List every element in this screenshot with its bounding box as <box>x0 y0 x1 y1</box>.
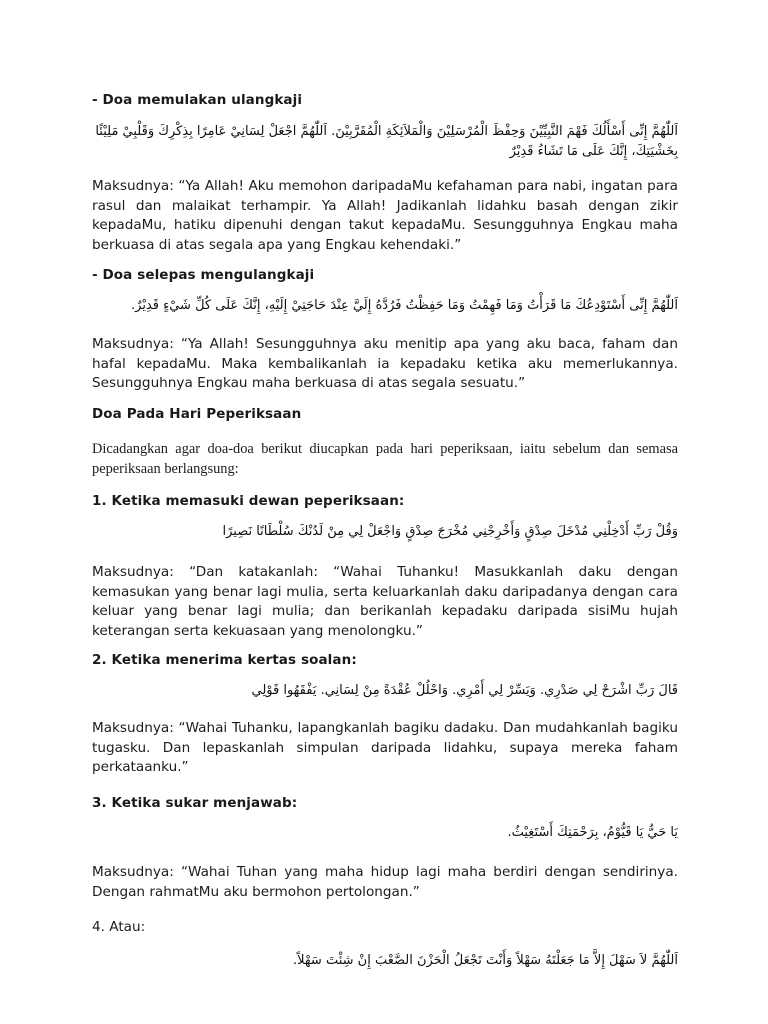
arabic-prayer-atau: اَللّٰهُمَّ لاَ سَهْلَ إِلاَّ مَا جَعَلْتَهُ سَهْلاً وَأَنْتَ تَجْعَلُ الْحَزْنَ الصَّعْبَ إِنْ شِئْتَ سَهْلاً. <box>293 953 678 968</box>
arabic-prayer-memulakan: اَللّٰهُمَّ إِنِّى أَسْأَلُكَ فَهْمَ النَّبِيِّيْنَ وَحِفْظَ الْمُرْسَلِيْنَ وَالْمَلاَئِكَةِ الْمُقَرَّبِيْنَ. اَللّٰهُمَّ اجْعَلْ لِسَانِيْ عَامِرًا بِذِكْرِكَ وَقَلْبِيْ مَلِيْئًا بِخَشْيَتِكَ، إِنَّكَ عَلَى مَا تَشَاءُ قَدِيْرٌ <box>95 124 678 159</box>
item-heading-sukar-menjawab: 3. Ketika sukar menjawab: <box>92 795 298 811</box>
translation-memulakan: Maksudnya: “Ya Allah! Aku memohon daripadaMu kefahaman para nabi, ingatan para rasul dan malaikat terhampir. Ya Allah! Jadikanlah lidahku basah dengan zikir kepadaMu, hatiku dipenuhi dengan takut kepadaMu. Sesungguhnya Engkau maha berkuasa di atas segala apa yang Engkau kehendaki.” <box>92 178 678 253</box>
item-label-atau: 4. Atau: <box>92 919 146 935</box>
arabic-prayer-memasuki-dewan: وَقُلْ رَبِّ أَدْخِلْنِي مُدْخَلَ صِدْقٍ وَأَخْرِجْنِي مُخْرَجَ صِدْقٍ وَاجْعَلْ لِي مِنْ لَدُنْكَ سُلْطَانًا نَصِيرًا <box>222 524 678 539</box>
section-heading-doa-memulakan: - Doa memulakan ulangkaji <box>92 92 303 108</box>
arabic-prayer-selepas: اَللّٰهُمَّ إِنِّى أَسْتَوْدِعُكَ مَا قَرَأْتُ وَمَا فَهِمْتُ وَمَا حَفِظْتُ فَرُدَّهُ إِلَيَّ عِنْدَ حَاجَتِيْ إِلَيْهِ، إِنَّكَ عَلَى كُلِّ شَيْءٍ قَدِيْرٌ. <box>131 298 678 313</box>
section-heading-hari-peperiksaan: Doa Pada Hari Peperiksaan <box>92 406 302 422</box>
section-heading-doa-selepas: - Doa selepas mengulangkaji <box>92 267 315 283</box>
item-heading-kertas-soalan: 2. Ketika menerima kertas soalan: <box>92 652 357 668</box>
translation-kertas-soalan: Maksudnya: “Wahai Tuhanku, lapangkanlah bagiku dadaku. Dan mudahkanlah bagiku tugasku. Dan lepaskanlah simpulan daripada lidahku, supaya mereka faham perkataanku.” <box>92 720 678 775</box>
translation-sukar-menjawab: Maksudnya: “Wahai Tuhan yang maha hidup lagi maha berdiri dengan sendirinya. Dengan rahmatMu aku bermohon pertolongan.” <box>92 864 678 900</box>
arabic-prayer-kertas-soalan: قَالَ رَبِّ اشْرَحْ لِي صَدْرِي. وَيَسِّرْ لِي أَمْرِي. وَاحْلُلْ عُقْدَةً مِنْ لِسَانِي. يَفْقَهُوا قَوْلِي <box>251 683 678 698</box>
translation-memasuki-dewan: Maksudnya: “Dan katakanlah: “Wahai Tuhanku! Masukkanlah daku dengan kemasukan yang benar lagi mulia, serta keluarkanlah daku daripadanya dengan cara keluar yang benar lagi mulia; dan berikanlah kepadaku daripada sisiMu hujah keterangan serta kekuasaan yang menolongku.” <box>92 564 678 639</box>
item-heading-memasuki-dewan: 1. Ketika memasuki dewan peperiksaan: <box>92 493 405 509</box>
arabic-prayer-sukar-menjawab: يَا حَيُّ يَا قَيُّوْمُ، بِرَحْمَتِكَ أَسْتَغِيْثُ. <box>507 825 678 840</box>
translation-selepas: Maksudnya: “Ya Allah! Sesungguhnya aku menitip apa yang aku baca, faham dan hafal kepadaMu. Maka kembalikanlah ia kepadaku ketika aku memerlukannya. Sesungguhnya Engkau maha berkuasa di atas segala sesuatu.” <box>92 336 678 391</box>
intro-paragraph: Dicadangkan agar doa-doa berikut diucapkan pada hari peperiksaan, iaitu sebelum dan semasa peperiksaan berlangsung: <box>92 441 678 477</box>
